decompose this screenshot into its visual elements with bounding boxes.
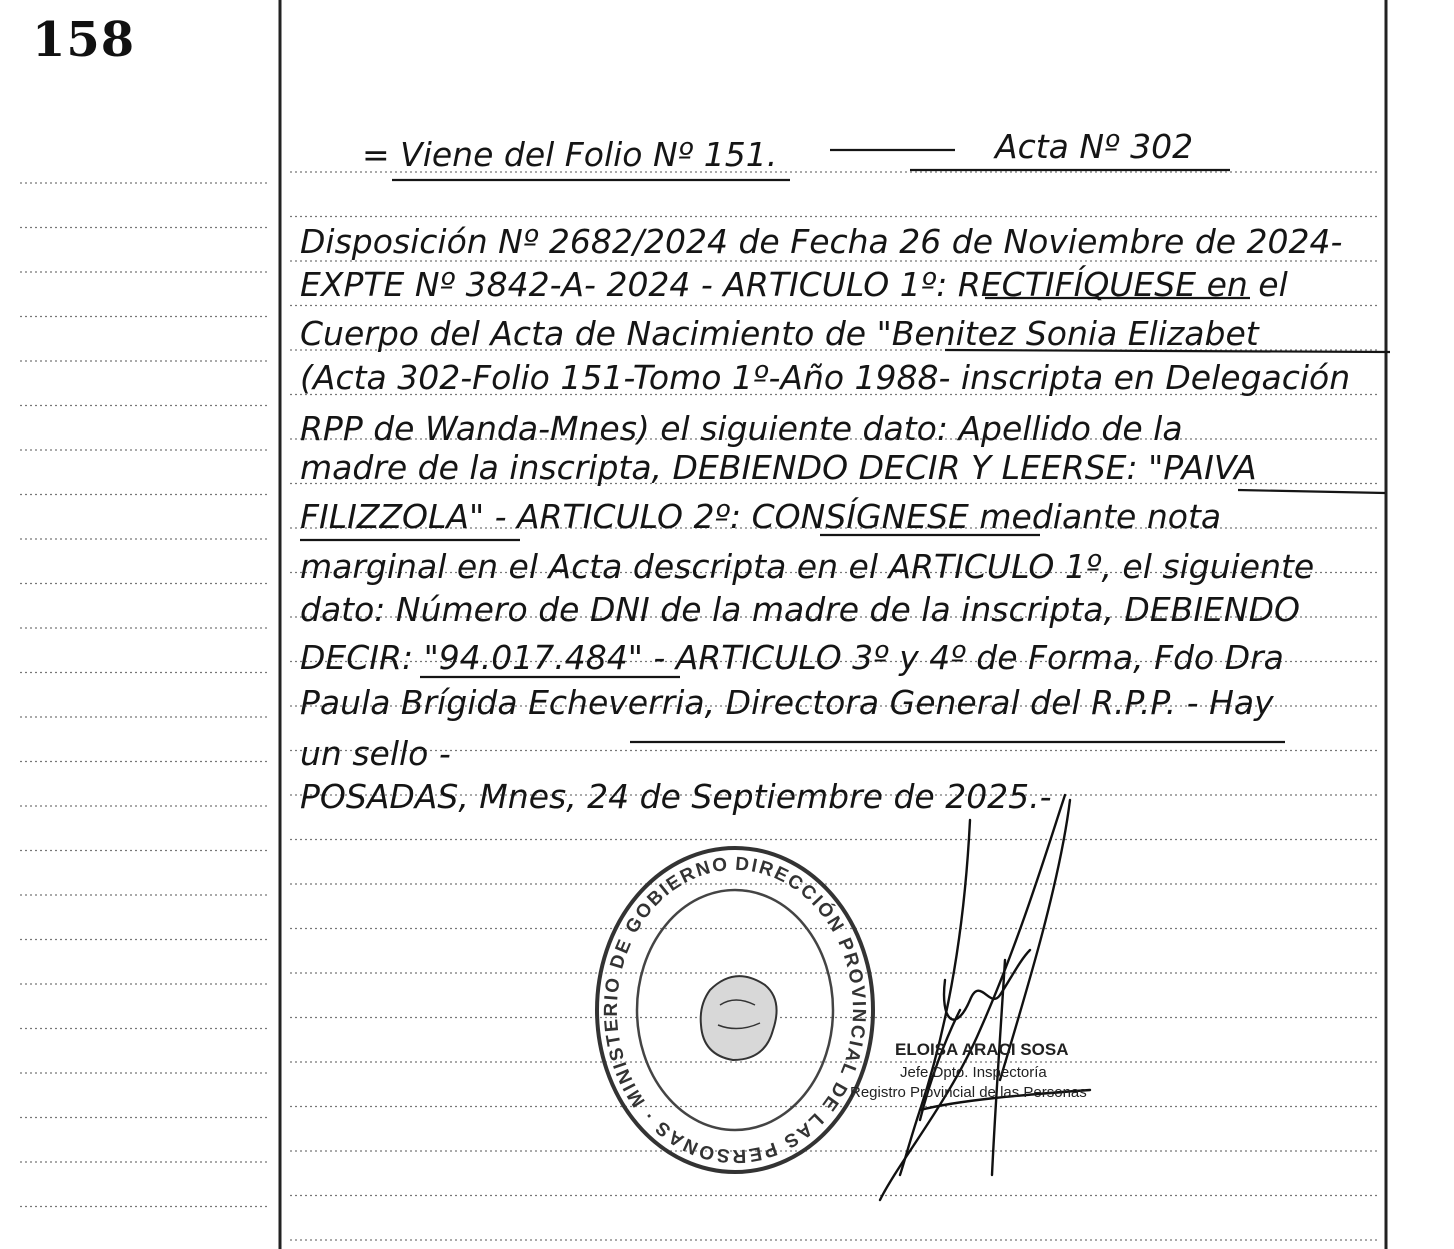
body-line-3: Cuerpo del Acta de Nacimiento de "Benitez Sonia Elizabet xyxy=(300,314,1259,353)
body-line-2: EXPTE Nº 3842-A- 2024 - ARTICULO 1º: RECTIFÍQUESE en el xyxy=(300,265,1288,304)
body-line-13-place-date: POSADAS, Mnes, 24 de Septiembre de 2025.- xyxy=(300,777,1052,816)
header-acta-number: Acta Nº 302 xyxy=(995,127,1194,166)
body-line-1: Disposición Nº 2682/2024 de Fecha 26 de Noviembre de 2024- xyxy=(300,222,1343,261)
body-line-8: marginal en el Acta descripta en el ARTICULO 1º, el siguiente xyxy=(300,547,1315,586)
handwritten-signature xyxy=(860,780,1100,1220)
body-line-9: dato: Número de DNI de la madre de la inscripta, DEBIENDO xyxy=(300,590,1300,629)
official-seal xyxy=(590,840,880,1185)
body-line-7: FILIZZOLA" - ARTICULO 2º: CONSÍGNESE mediante nota xyxy=(300,497,1222,536)
body-line-12: un sello - xyxy=(300,734,451,773)
page-number: 158 xyxy=(32,12,136,68)
body-line-10: DECIR: "94.017.484" - ARTICULO 3º y 4º de Forma, Fdo Dra xyxy=(300,638,1284,677)
stamp-organization: Registro Provincial de las Personas xyxy=(850,1084,1087,1101)
header-viene-del-folio: = Viene del Folio Nº 151. xyxy=(362,135,778,174)
body-line-4: (Acta 302-Folio 151-Tomo 1º-Año 1988- inscripta en Delegación xyxy=(300,358,1351,397)
seal-ring-text: DIRECCIÓN PROVINCIAL DE LAS PERSONAS · MINISTERIO DE GOBIERNO xyxy=(600,853,870,1167)
stamp-official-role: Jefe Dpto. Inspectoría xyxy=(900,1064,1047,1081)
stamp-official-name: ELOISA ARACI SOSA xyxy=(895,1040,1069,1059)
body-line-6: madre de la inscripta, DEBIENDO DECIR Y LEERSE: "PAIVA xyxy=(300,448,1257,487)
body-line-5: RPP de Wanda-Mnes) el siguiente dato: Apellido de la xyxy=(300,409,1183,448)
body-line-11: Paula Brígida Echeverria, Directora General del R.P.P. - Hay xyxy=(300,683,1274,722)
